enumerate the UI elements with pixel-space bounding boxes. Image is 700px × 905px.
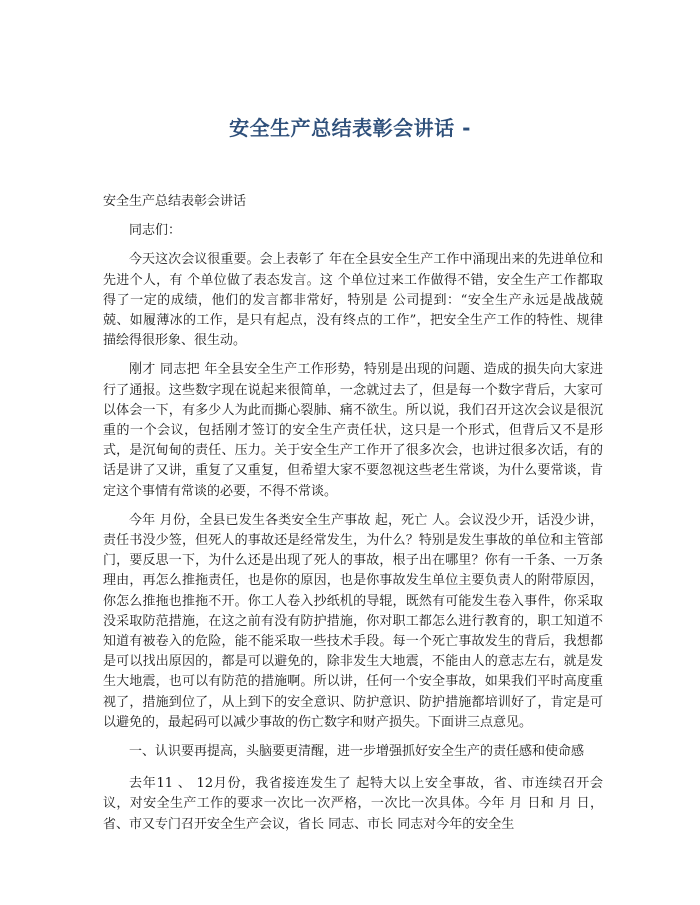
doc-subtitle: 安全生产总结表彰会讲话	[103, 194, 247, 209]
greeting: 同志们：	[129, 223, 182, 239]
paragraph-4: 去年11 、 12月份，我省接连发生了 起特大以上安全事故，省、市连续召开会议，对安全生产工作的要求一次比一次严格，一次比一次具体。今年 月 日和 月 日，省、市又专门召开安全生产会议，省长 同志、市长 同志对今年的安全生	[103, 776, 603, 832]
document-title: 安全生产总结表彰会讲话 -	[229, 116, 471, 140]
paragraph-3: 今年 月份，全县已发生各类安全生产事故 起，死亡 人。会议没少开，话没少讲，责任书没少签，但死人的事故还是经常发生，为什么？特别是发生事故的单位和主管部门，要反思一下，为什么还是出现了死人的事故，根子出在哪里？你有一千条、一万条理由，再怎么推拖责任，也是你的原因，也是你事故发生单位主要负责人的附带原因，你怎么推拖也推拖不开。你工人卷入抄纸机的导辊，既然有可能发生卷入事件，你采取没采取防范措施，在这之前有没有防护措施，你对职工都怎么进行教育的，职工知道不知道有被卷入的危险，能不能采取一些技术手段。每一个死亡事故发生的背后，我想都是可以找出原因的，都是可以避免的，除非发生大地震，不能由人的意志左右，就是发生大地震，也可以有防范的措施啊。所以讲，任何一个安全事故，如果我们平时高度重视了，措施到位了，从上到下的安全意识、防护意识、防护措施都培训好了，肯定是可以避免的，最起码可以减少事故的伤亡数字和财产损失。下面讲三点意见。	[103, 512, 603, 730]
section-heading-1: 一、认识要再提高，头脑要更清醒，进一步增强抓好安全生产的责任感和使命感	[129, 744, 585, 760]
document-body	[103, 192, 603, 844]
paragraph-2: 刚才 同志把 年全县安全生产工作形势，特别是出现的问题、造成的损失向大家进行了通报。这些数字现在说起来很简单，一念就过去了，但是每一个数字背后，大家可以体会一下，有多少人为此而撕心裂肺、痛不欲生。所以说，我们召开这次会议是很沉重的一个会议，包括刚才签订的安全生产责任状，这只是一个形式，但背后又不是形式，是沉甸甸的责任、压力。关于安全生产工作开了很多次会，也讲过很多次话，有的话是讲了又讲，重复了又重复，但希望大家不要忽视这些老生常谈，为什么要常谈，肯定这个事情有常谈的必要，不得不常谈。	[103, 362, 603, 499]
paragraph-1: 今天这次会议很重要。会上表彰了 年在全县安全生产工作中涌现出来的先进单位和先进个人，有 个单位做了表态发言。这 个单位过来工作做得不错，安全生产工作都取得了一定的成绩，他们的发言都非常好，特别是 公司提到：“安全生产永远是战战兢兢、如履薄冰的工作，是只有起点，没有终点的工作”，把安全生产工作的特性、规律描绘得很形象、很生动。	[103, 252, 603, 349]
